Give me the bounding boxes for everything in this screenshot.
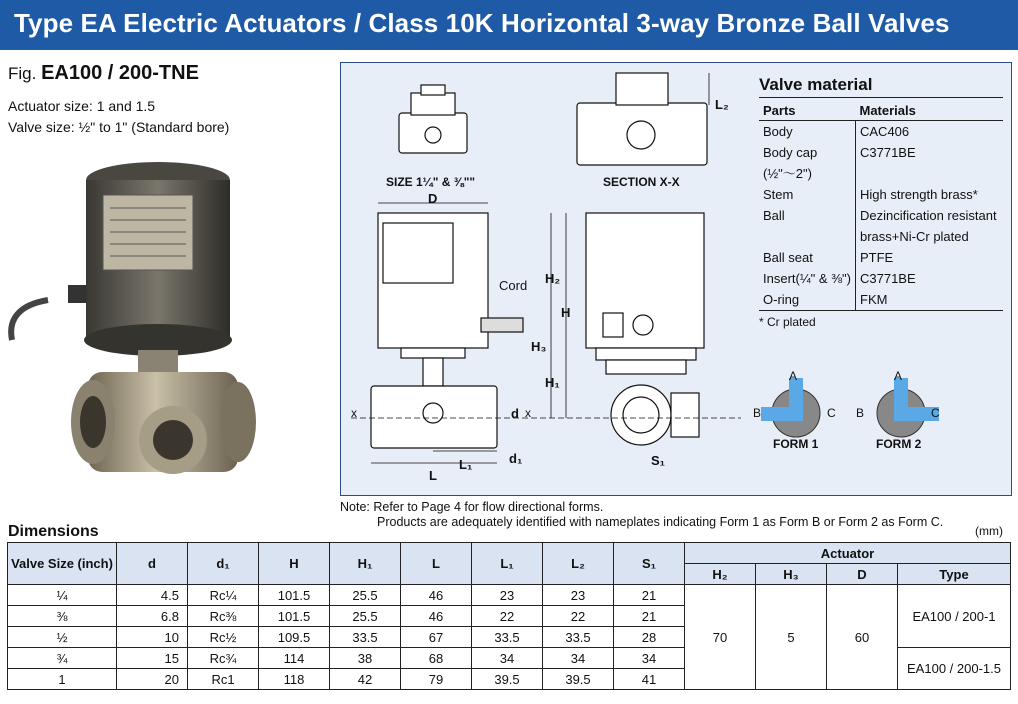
label-H3: H₃ xyxy=(531,339,547,354)
actuator-type-b: EA100 / 200-1.5 xyxy=(898,648,1011,690)
form2-label: FORM 2 xyxy=(876,437,922,451)
label-x-left: x xyxy=(351,406,357,420)
spec-valve-size: Valve size: ½" to 1" (Standard bore) xyxy=(8,119,230,135)
figure-model: EA100 / 200-TNE xyxy=(41,62,199,84)
note-line-2: Products are adequately identified with nameplates indicating Form 1 as Form B or Form 2 as Form C. xyxy=(377,515,944,529)
form1-c: C xyxy=(827,406,836,420)
label-H1: H₁ xyxy=(545,375,560,390)
label-S1: S₁ xyxy=(651,453,666,468)
valve-material xyxy=(759,75,1003,329)
col-H: H xyxy=(259,543,330,585)
label-x-right: x xyxy=(525,406,531,420)
actuator-H3: 5 xyxy=(756,585,827,690)
product-photo xyxy=(8,140,328,500)
material-row: (½"～2") xyxy=(759,163,1003,184)
technical-diagram xyxy=(340,62,1012,496)
title-bar xyxy=(0,0,1018,50)
form2-c: C xyxy=(931,406,940,420)
table-row: ⅜ 6.8 Rc⅜ 101.5 25.5 46 22 22 21 xyxy=(8,606,1011,627)
material-row: Ball seat PTFE xyxy=(759,247,1003,268)
label-size-small: SIZE 1¼" & ⅜"" xyxy=(386,175,476,189)
material-row: Ball Dezincification resistant xyxy=(759,205,1003,226)
label-H2: H₂ xyxy=(545,271,561,286)
material-row: Body cap C3771BE xyxy=(759,142,1003,163)
material-table xyxy=(759,101,1003,311)
table-row: ¼ 4.5 Rc¼ 101.5 25.5 46 23 23 21 70 5 60 EA100 / 200-1 xyxy=(8,585,1011,606)
material-row: Insert(¼" & ⅜") C3771BE xyxy=(759,268,1003,289)
figure-prefix: Fig. xyxy=(8,64,37,83)
material-header-materials: Materials xyxy=(856,101,1004,121)
material-footnote: * Cr plated xyxy=(759,315,816,329)
note-line-1: Note: Refer to Page 4 for flow directional forms. xyxy=(340,500,604,514)
col-d1: d₁ xyxy=(188,543,259,585)
material-title: Valve material xyxy=(759,75,1003,98)
col-L1: L₁ xyxy=(472,543,543,585)
actuator-D: 60 xyxy=(827,585,898,690)
form1-b: B xyxy=(753,406,762,420)
material-header-parts: Parts xyxy=(759,101,856,121)
form2-a: A xyxy=(894,369,903,383)
spec-actuator-size: Actuator size: 1 and 1.5 xyxy=(8,98,156,114)
table-row: ½ 10 Rc½ 109.5 33.5 67 33.5 33.5 28 xyxy=(8,627,1011,648)
actuator-type-a: EA100 / 200-1 xyxy=(898,585,1011,648)
unit-label: (mm) xyxy=(975,524,1003,538)
material-row: Body CAC406 xyxy=(759,121,1003,143)
form-1-diagram xyxy=(761,378,820,437)
actuator-H2: 70 xyxy=(685,585,756,690)
dimensions-title: Dimensions xyxy=(8,523,99,540)
form-2-diagram xyxy=(877,378,939,437)
label-H: H xyxy=(561,305,571,320)
label-L: L xyxy=(429,468,437,483)
dimensions-table xyxy=(7,542,1011,690)
label-L2: L₂ xyxy=(715,97,729,112)
page-title: Type EA Electric Actuators / Class 10K Horizontal 3-way Bronze Ball Valves xyxy=(14,8,950,38)
label-d1: d₁ xyxy=(509,451,523,466)
label-section: SECTION X-X xyxy=(603,175,680,189)
table-row: ¾ 15 Rc¾ 114 38 68 34 34 34 EA100 / 200-1.5 xyxy=(8,648,1011,669)
form2-b: B xyxy=(856,406,865,420)
col-D: D xyxy=(827,564,898,585)
col-L2: L₂ xyxy=(543,543,614,585)
material-row: brass+Ni-Cr plated xyxy=(759,226,1003,247)
label-cord: Cord xyxy=(499,278,528,293)
col-H3: H₃ xyxy=(756,564,827,585)
col-valve-size: Valve Size (inch) xyxy=(8,543,117,585)
col-type: Type xyxy=(898,564,1011,585)
col-d: d xyxy=(117,543,188,585)
col-S1: S₁ xyxy=(614,543,685,585)
material-row: Stem High strength brass* xyxy=(759,184,1003,205)
col-actuator: Actuator xyxy=(685,543,1011,564)
form1-label: FORM 1 xyxy=(773,437,819,451)
table-row: 1 20 Rc1 118 42 79 39.5 39.5 41 xyxy=(8,669,1011,690)
material-row: O-ring FKM xyxy=(759,289,1003,311)
col-H2: H₂ xyxy=(685,564,756,585)
figure-label xyxy=(8,62,199,85)
label-d: d xyxy=(511,406,519,421)
label-D: D xyxy=(428,191,438,206)
label-L1: L₁ xyxy=(459,457,473,472)
col-L: L xyxy=(401,543,472,585)
form1-a: A xyxy=(789,369,798,383)
col-H1: H₁ xyxy=(330,543,401,585)
